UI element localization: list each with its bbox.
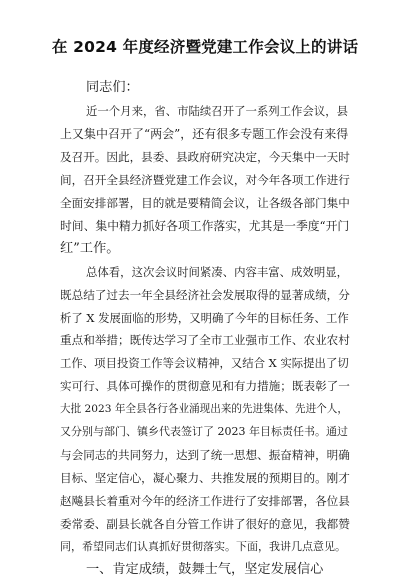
paragraph-line: 工作、项目投资工作等会议精神，又结合 X 实际提出了切 (60, 356, 349, 371)
salutation: 同志们： (86, 80, 139, 95)
paragraph-line: 赵飚县长着重对今年的经济工作进行了安排部署，各位县 (60, 494, 350, 509)
section-heading: 一、肯定成绩，鼓舞士气，坚定发展信心 (86, 562, 324, 577)
paragraph-line: 间，召开全县经济暨党建工作会议，对今年各项工作进行 (60, 172, 350, 187)
paragraph-line: 近一个月来，省、市陆续召开了一系列工作会议，县 (86, 103, 348, 118)
paragraph-line: 总体看，这次会议时间紧凑、内容丰富、成效明显， (86, 264, 348, 279)
paragraph-line: 重点和举措；既传达学习了全市工业强市工作、农业农村 (60, 333, 350, 348)
paragraph-line: 红”工作。 (60, 240, 120, 256)
paragraph-line: 目标、坚定信心，凝心聚力、共推发展的预期目的。刚才 (60, 471, 350, 486)
paragraph-line: 又分别与部门、镇乡代表签订了 2023 年目标责任书。通过 (60, 425, 348, 439)
paragraph-line: 全面安排部署，目的就是要精简会议，让各级各部门集中 (60, 195, 350, 210)
paragraph-line: 及召开。因此，县委、县政府研究决定，今天集中一天时 (60, 149, 350, 164)
document-title: 在 2024 年度经济暨党建工作会议上的讲话 (51, 38, 359, 56)
paragraph-line: 析了 X 发展面临的形势，又明确了今年的目标任务、工作 (60, 310, 349, 325)
paragraph-line: 时间、集中精力抓好各项工作落实，尤其是一季度“开门 (60, 218, 350, 233)
paragraph-line: 大批 2023 年全县各行各业涌现出来的先进集体、先进个人， (60, 403, 348, 416)
paragraph-line: 委常委、副县长就各自分管工作讲了很好的意见，我都赞 (60, 517, 350, 532)
paragraph-line: 既总结了过去一年全县经济社会发展取得的显著成绩，分 (60, 287, 350, 302)
paragraph-line: 与会同志的共同努力，达到了统一思想、振奋精神，明确 (60, 448, 350, 463)
paragraph-line: 上又集中召开了“两会”，还有很多专题工作会没有来得 (60, 126, 349, 141)
paragraph-line: 同，希望同志们认真抓好贯彻落实。下面，我讲几点意见。 (60, 540, 346, 554)
paragraph-line: 实可行、具体可操作的贯彻意见和有力措施；既表彰了一 (60, 379, 350, 394)
